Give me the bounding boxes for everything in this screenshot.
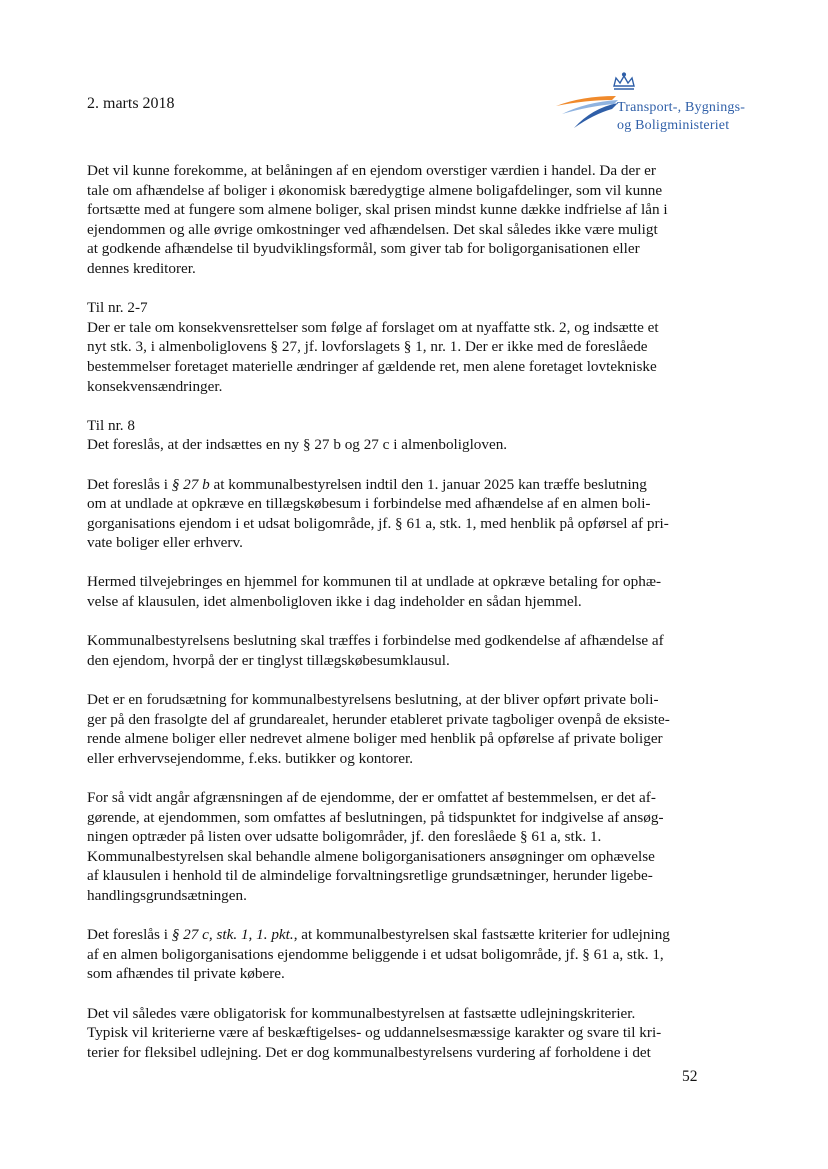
ministry-logo — [552, 72, 772, 142]
section-heading: Til nr. 2-7 — [87, 299, 148, 317]
text-line: rende almene boliger eller nedrevet almene boliger med henblik på opførelse af private boliger — [87, 730, 663, 748]
lead-text: Det foreslås i — [87, 475, 172, 493]
paragraph — [87, 1004, 727, 1063]
text-line: vate boliger eller erhverv. — [87, 534, 243, 552]
text-line: den ejendom, hvorpå der er tinglyst tillægskøbesumklausul. — [87, 651, 450, 669]
text-line: gorganisations ejendom i et udsat boligområde, jf. § 61 a, stk. 1, med henblik på opførsel af pri- — [87, 514, 669, 532]
section-heading: Til nr. 8 — [87, 416, 135, 434]
text-line: terier for fleksibel udlejning. Det er dog kommunalbestyrelsens vurdering af forholdene i det — [87, 1043, 651, 1061]
ministry-name-line1: Transport-, Bygnings- — [617, 100, 746, 115]
text-line: For så vidt angår afgrænsningen af de ejendomme, der er omfattet af bestemmelsen, er det af- — [87, 789, 656, 806]
text-line-rest: at kommunalbestyrelsen indtil den 1. januar 2025 kan træffe beslutning — [213, 475, 647, 493]
text-line: af klausulen i henhold til de almindelige forvaltningsretlige grundsætninger, herunder ligebe- — [87, 867, 653, 885]
paragraph — [87, 690, 727, 768]
text-line: bestemmelser foretaget materielle ændringer af gældende ret, men alene foretaget lovtekniske — [87, 357, 657, 375]
section-reference: § 27 b — [171, 475, 210, 493]
paragraph — [87, 475, 727, 553]
text-line: Hermed tilvejebringes en hjemmel for kommunen til at undlade at opkræve betaling for ophæ- — [87, 573, 662, 591]
paragraph — [87, 416, 727, 455]
text-line: ningen optræder på listen over udsatte boligområder, jf. den foreslåede § 61 a, stk. 1. — [87, 828, 602, 846]
paragraph — [87, 572, 727, 611]
text-line: velse af klausulen, idet almenboligloven ikke i dag indeholder en sådan hjemmel. — [87, 593, 582, 611]
paragraph — [87, 161, 727, 279]
document-date: 2. marts 2018 — [87, 95, 175, 112]
text-line: Det er en forudsætning for kommunalbestyrelsens beslutning, at der bliver opført private boli- — [87, 691, 659, 709]
text-line: dennes kreditorer. — [87, 259, 196, 277]
text-line: nyt stk. 3, i almenboliglovens § 27, jf. lovforslagets § 1, nr. 1. Der er ikke med de foreslåede — [87, 338, 648, 356]
text-line: eller erhvervsejendomme, f.eks. butikker og kontorer. — [87, 749, 414, 767]
text-line: af en almen boligorganisations ejendomme beliggende i et udsat boligområde, jf. § 61 a, stk. 1, — [87, 945, 664, 963]
section-reference: § 27 c, stk. 1, 1. pkt. — [171, 926, 294, 944]
text-line: Typisk vil kriterierne være af beskæftigelses- og uddannelsesmæssige karakter og svare til kri- — [87, 1024, 662, 1042]
text-line: tale om afhændelse af boliger i økonomisk bæredygtige almene boligafdelinger, som vil kunne — [87, 181, 663, 199]
text-line: om at undlade at opkræve en tillægskøbesum i forbindelse med afhændelse af en almen boli- — [87, 495, 651, 513]
ministry-name-line2: og Boligministeriet — [617, 118, 730, 133]
text-line: Der er tale om konsekvensrettelser som følge af forslaget om at nyaffatte stk. 2, og indsætte et — [87, 318, 659, 336]
text-line — [87, 475, 727, 495]
document-body — [87, 161, 727, 1082]
text-line-rest: , at kommunalbestyrelsen skal fastsætte kriterier for udlejning — [293, 926, 670, 944]
text-line — [87, 925, 727, 945]
text-line: ger på den frasolgte del af grundarealet, herunder etableret private tagboliger ovenpå de eksiste- — [87, 710, 670, 728]
page-number: 52 — [682, 1068, 698, 1085]
text-line: fortsætte med at fungere som almene boliger, skal prisen mindst kunne dække indfrielse af lån i — [87, 201, 668, 219]
text-line: Kommunalbestyrelsen skal behandle almene boligorganisationers ansøgninger om ophævelse — [87, 847, 655, 865]
text-line: Det vil kunne forekomme, at belåningen af en ejendom overstiger værdien i handel. Da der er — [87, 162, 656, 179]
paragraph — [87, 631, 727, 670]
paragraph — [87, 788, 727, 906]
ministry-name — [617, 99, 745, 135]
text-line: Det foreslås, at der indsættes en ny § 27 b og 27 c i almenboligloven. — [87, 436, 508, 454]
text-line: handlingsgrundsætningen. — [87, 886, 247, 904]
text-line: konsekvensændringer. — [87, 377, 223, 395]
text-line: ejendommen og alle øvrige omkostninger ved afhændelsen. Det skal således ikke være muligt — [87, 220, 658, 238]
paragraph — [87, 925, 727, 984]
text-line: at godkende afhændelse til byudviklingsformål, som giver tab for boligorganisationen eller — [87, 240, 640, 258]
lead-text: Det foreslås i — [87, 926, 172, 944]
text-line: Det vil således være obligatorisk for kommunalbestyrelsen at fastsætte udlejningskriterier. — [87, 1004, 636, 1022]
text-line: som afhændes til private købere. — [87, 965, 285, 983]
paragraph — [87, 298, 727, 396]
text-line: gørende, at ejendommen, som omfattes af beslutningen, på tidspunktet for indgivelse af ansøg- — [87, 808, 664, 826]
text-line: Kommunalbestyrelsens beslutning skal træffes i forbindelse med godkendelse af afhændelse af — [87, 632, 664, 650]
